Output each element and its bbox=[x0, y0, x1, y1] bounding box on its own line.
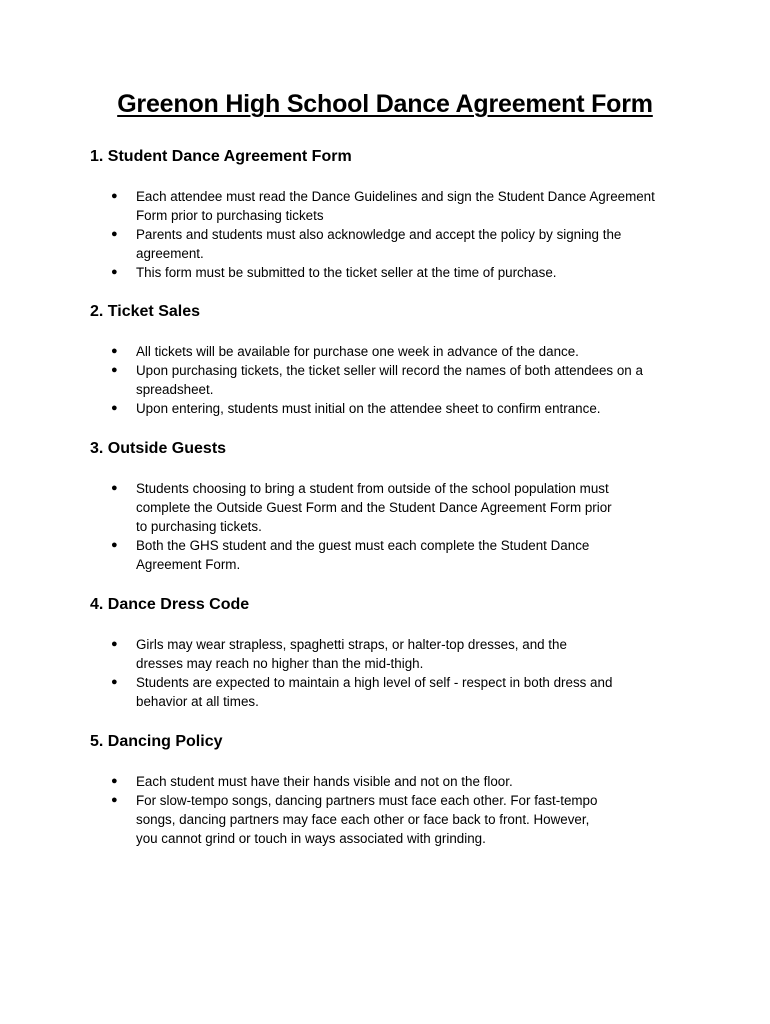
bullet-icon: ● bbox=[111, 775, 118, 787]
section-dance-dress-code bbox=[90, 595, 690, 711]
list-item-line: Parents and students must also acknowledge and accept the policy by signing the bbox=[136, 227, 622, 242]
list-item bbox=[90, 342, 676, 361]
bullet-list bbox=[90, 479, 690, 574]
list-item-line: Each attendee must read the Dance Guidelines and sign the Student Dance Agreement bbox=[136, 189, 655, 204]
list-item bbox=[90, 536, 676, 574]
bullet-icon: ● bbox=[111, 190, 118, 202]
section-student-dance-agreement bbox=[90, 147, 690, 282]
list-item bbox=[90, 635, 676, 673]
bullet-icon: ● bbox=[111, 345, 118, 357]
section-heading: 4. Dance Dress Code bbox=[90, 596, 250, 613]
bullet-icon: ● bbox=[111, 638, 118, 650]
section-heading: 3. Outside Guests bbox=[90, 440, 227, 457]
bullet-icon: ● bbox=[111, 676, 118, 688]
list-item-line: Agreement Form. bbox=[136, 557, 241, 572]
bullet-icon: ● bbox=[111, 539, 118, 551]
list-item bbox=[90, 263, 676, 282]
bullet-icon: ● bbox=[111, 364, 118, 376]
list-item-line: Each student must have their hands visible and not on the floor. bbox=[136, 774, 513, 789]
list-item-line: songs, dancing partners may face each other or face back to front. However, bbox=[136, 812, 590, 827]
list-item-line: dresses may reach no higher than the mid-thigh. bbox=[136, 656, 424, 671]
list-item-line: Upon purchasing tickets, the ticket seller will record the names of both attendees on a bbox=[136, 363, 643, 378]
section-heading: 2. Ticket Sales bbox=[90, 303, 200, 320]
list-item-line: complete the Outside Guest Form and the Student Dance Agreement Form prior bbox=[136, 500, 612, 515]
bullet-icon: ● bbox=[111, 266, 118, 278]
section-heading: 5. Dancing Policy bbox=[90, 733, 223, 750]
bullet-list bbox=[90, 635, 690, 711]
bullet-icon: ● bbox=[111, 482, 118, 494]
section-dancing-policy bbox=[90, 732, 690, 848]
list-item-line: to purchasing tickets. bbox=[136, 519, 262, 534]
list-item bbox=[90, 187, 676, 225]
list-item bbox=[90, 479, 676, 536]
section-outside-guests bbox=[90, 439, 690, 574]
list-item-line: Upon entering, students must initial on the attendee sheet to confirm entrance. bbox=[136, 401, 601, 416]
list-item-line: All tickets will be available for purchase one week in advance of the dance. bbox=[136, 344, 579, 359]
list-item-line: This form must be submitted to the ticket seller at the time of purchase. bbox=[136, 265, 557, 280]
list-item bbox=[90, 399, 676, 418]
list-item-line: Girls may wear strapless, spaghetti straps, or halter-top dresses, and the bbox=[136, 637, 567, 652]
list-item-line: Students choosing to bring a student from outside of the school population must bbox=[136, 481, 609, 496]
list-item-line: For slow-tempo songs, dancing partners must face each other. For fast-tempo bbox=[136, 793, 598, 808]
bullet-list bbox=[90, 772, 690, 848]
list-item bbox=[90, 225, 676, 263]
bullet-icon: ● bbox=[111, 794, 118, 806]
list-item-line: spreadsheet. bbox=[136, 382, 214, 397]
bullet-list bbox=[90, 187, 690, 282]
list-item bbox=[90, 772, 676, 791]
bullet-icon: ● bbox=[111, 228, 118, 240]
list-item-line: agreement. bbox=[136, 246, 204, 261]
page-title: Greenon High School Dance Agreement Form bbox=[117, 90, 653, 118]
list-item-line: Form prior to purchasing tickets bbox=[136, 208, 324, 223]
list-item bbox=[90, 361, 676, 399]
section-heading: 1. Student Dance Agreement Form bbox=[90, 148, 352, 165]
list-item bbox=[90, 673, 676, 711]
bullet-icon: ● bbox=[111, 402, 118, 414]
list-item-line: Students are expected to maintain a high level of self - respect in both dress and bbox=[136, 675, 613, 690]
list-item-line: behavior at all times. bbox=[136, 694, 259, 709]
list-item-line: Both the GHS student and the guest must each complete the Student Dance bbox=[136, 538, 590, 553]
section-ticket-sales bbox=[90, 302, 690, 418]
list-item-line: you cannot grind or touch in ways associated with grinding. bbox=[136, 831, 486, 846]
list-item bbox=[90, 791, 676, 848]
bullet-list bbox=[90, 342, 690, 418]
